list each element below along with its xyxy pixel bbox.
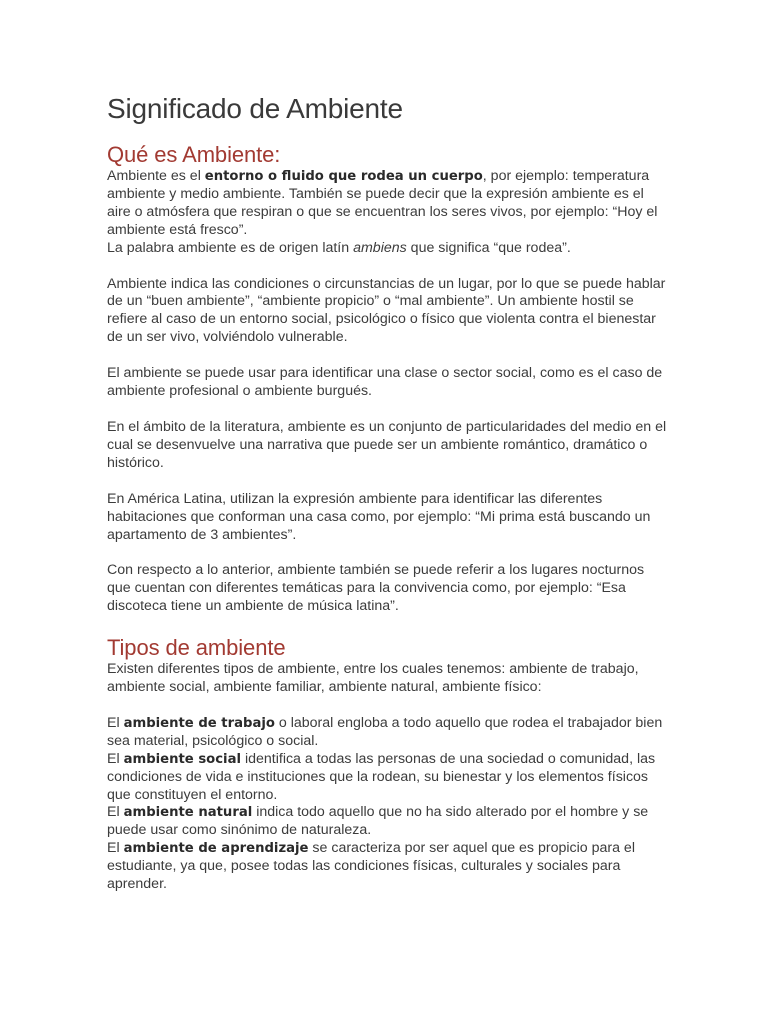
paragraph-origin <box>107 240 667 258</box>
paragraph-literature: En el ámbito de la literatura, ambiente es un conjunto de particularidades del medio en el cual se desenvuelve una narrativa que puede ser un ambiente romántico, dramático o histórico. <box>107 418 667 471</box>
list-item <box>107 751 667 805</box>
list-item <box>107 715 667 751</box>
paragraph-definition <box>107 168 667 240</box>
bold-term: ambiente social <box>123 751 242 767</box>
bold-term: ambiente de trabajo <box>123 715 275 731</box>
section-heading-tipos: Tipos de ambiente <box>107 635 286 661</box>
paragraph-types-intro: Existen diferentes tipos de ambiente, entre los cuales tenemos: ambiente de trabajo, ambiente social, ambiente familiar, ambiente natural, ambiente físico: <box>107 661 639 696</box>
item-prefix: El <box>107 750 124 767</box>
item-text: indica todo aquello que no ha sido alterado por el hombre y se puede usar como sinónimo de naturaleza. <box>107 804 649 839</box>
list-item <box>107 804 667 840</box>
section-heading-que-es: Qué es Ambiente: <box>107 142 281 167</box>
item-text: identifica a todas las personas de una sociedad o comunidad, las condiciones de vida e instituciones que la rodean, su bienestar y los elementos físicos que constituyen el entorno. <box>107 750 656 803</box>
bold-term: ambiente natural <box>123 805 253 821</box>
item-text: se caracteriza por ser aquel que es propicio para el estudiante, ya que, posee todas las condiciones físicas, culturales y sociales para aprender. <box>107 840 635 893</box>
paragraph-text: Ambiente es el <box>107 168 205 184</box>
paragraph-text: que significa “que rodea”. <box>406 239 571 256</box>
list-item <box>107 840 667 894</box>
document-page <box>107 92 667 894</box>
bold-phrase: entorno o fluido que rodea un cuerpo <box>204 169 483 184</box>
italic-term: ambiens <box>353 239 407 256</box>
page-title: Significado de Ambiente <box>107 93 403 124</box>
paragraph-text: La palabra ambiente es de origen latín <box>107 239 354 256</box>
paragraph-conditions: Ambiente indica las condiciones o circunstancias de un lugar, por lo que se puede hablar de un “buen ambiente”, “ambiente propicio” o “mal ambiente”. Un ambiente hostil se refiere al caso de un entorno social, psicológico o físico que violenta contra el bienestar de un ser vivo, volviéndolo vulnerable. <box>107 275 666 346</box>
types-list <box>107 715 667 894</box>
item-prefix: El <box>107 840 124 857</box>
paragraph-places: Con respecto a lo anterior, ambiente también se puede referir a los lugares nocturnos que cuentan con diferentes temáticas para la convivencia como, por ejemplo: “Esa discoteca tiene un ambiente de música latina”. <box>107 562 645 615</box>
bold-term: ambiente de aprendizaje <box>123 841 309 857</box>
paragraph-social-class: El ambiente se puede usar para identificar una clase o sector social, como es el caso de ambiente profesional o ambiente burgués. <box>107 365 663 400</box>
paragraph-latin-america: En América Latina, utilizan la expresión ambiente para identificar las diferentes habitaciones que conforman una casa como, por ejemplo: “Mi prima está buscando un apartamento de 3 ambientes”. <box>107 490 651 543</box>
item-text: o laboral engloba a todo aquello que rodea el trabajador bien sea material, psicológico o social. <box>107 714 663 749</box>
item-prefix: El <box>107 804 124 821</box>
paragraph-text: , por ejemplo: temperatura ambiente y medio ambiente. También se puede decir que la expresión ambiente es el aire o atmósfera que respiran o que se encuentran los seres vivos, por ejemplo: “Hoy el ambiente está fresco”. <box>107 168 658 238</box>
item-prefix: El <box>107 714 124 731</box>
